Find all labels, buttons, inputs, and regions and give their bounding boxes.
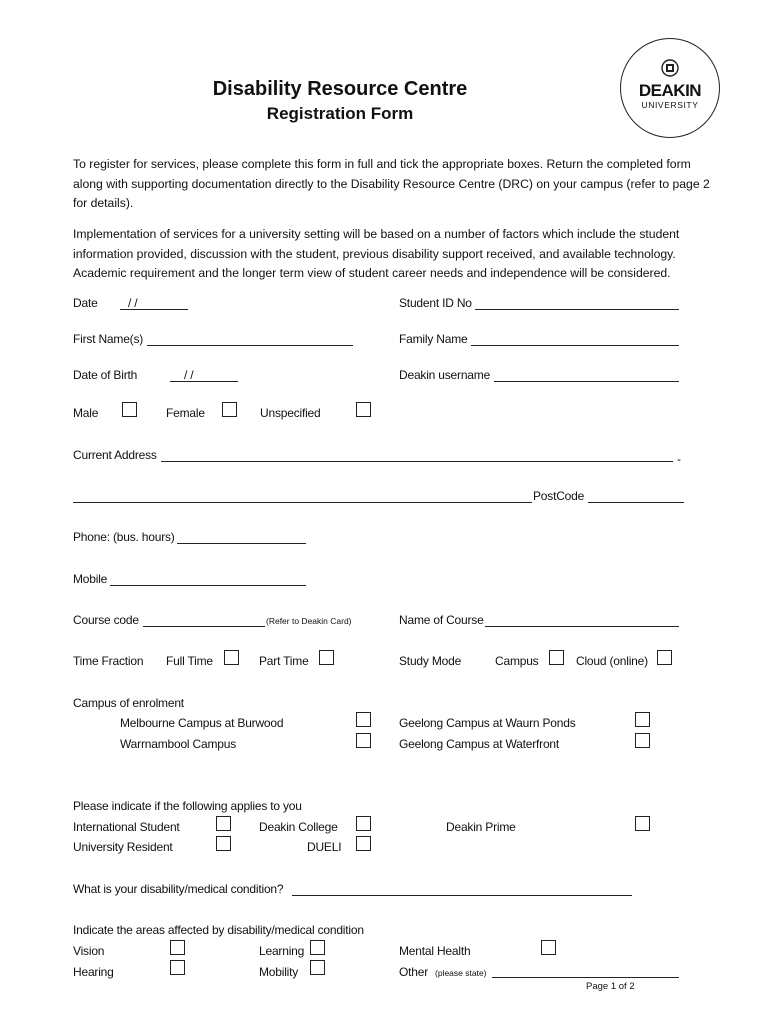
applies-heading: Please indicate if the following applies to you — [73, 799, 302, 813]
campus-enrol-heading: Campus of enrolment — [73, 696, 184, 710]
time-fraction-label: Time Fraction — [73, 654, 144, 668]
male-label: Male — [73, 406, 99, 420]
male-checkbox[interactable] — [122, 402, 137, 417]
date-label: Date — [73, 296, 98, 310]
deakin-college-checkbox[interactable] — [356, 816, 371, 831]
part-time-checkbox[interactable] — [319, 650, 334, 665]
burwood-label: Melbourne Campus at Burwood — [120, 716, 284, 730]
mobile-label: Mobile — [73, 572, 108, 586]
student-id-label: Student ID No — [399, 296, 472, 310]
logo-sub: UNIVERSITY — [641, 100, 699, 110]
page-number: 1 — [610, 981, 617, 992]
dueli-checkbox[interactable] — [356, 836, 371, 851]
other-input[interactable] — [492, 977, 679, 978]
full-time-label: Full Time — [166, 654, 213, 668]
full-time-checkbox[interactable] — [224, 650, 239, 665]
vision-label: Vision — [73, 944, 105, 958]
student-id-input[interactable] — [475, 309, 679, 310]
female-label: Female — [166, 406, 205, 420]
hearing-checkbox[interactable] — [170, 960, 185, 975]
areas-heading: Indicate the areas affected by disability/medical condition — [73, 923, 364, 937]
dob-label: Date of Birth — [73, 368, 138, 382]
first-name-label: First Name(s) — [73, 332, 144, 346]
campus-mode-label: Campus — [495, 654, 539, 668]
mobility-label: Mobility — [259, 965, 299, 979]
address-label: Current Address — [73, 448, 157, 462]
waurn-ponds-checkbox[interactable] — [635, 712, 650, 727]
cloud-mode-checkbox[interactable] — [657, 650, 672, 665]
waterfront-checkbox[interactable] — [635, 733, 650, 748]
address-input-line1[interactable] — [161, 461, 673, 462]
family-name-label: Family Name — [399, 332, 468, 346]
cloud-mode-label: Cloud (online) — [576, 654, 648, 668]
campus-mode-checkbox[interactable] — [549, 650, 564, 665]
warrnambool-label: Warrnambool Campus — [120, 737, 236, 751]
deakin-prime-label: Deakin Prime — [446, 820, 516, 834]
waurn-ponds-label: Geelong Campus at Waurn Ponds — [399, 716, 576, 730]
burwood-checkbox[interactable] — [356, 712, 371, 727]
international-label: International Student — [73, 820, 180, 834]
address-input-line2[interactable] — [73, 502, 532, 503]
username-input[interactable] — [494, 381, 679, 382]
resident-label: University Resident — [73, 840, 173, 854]
mental-health-checkbox[interactable] — [541, 940, 556, 955]
address-dash: - — [677, 452, 681, 466]
unspecified-checkbox[interactable] — [356, 402, 371, 417]
learning-label: Learning — [259, 944, 305, 958]
postcode-label: PostCode — [533, 489, 585, 503]
first-name-input[interactable] — [147, 345, 353, 346]
logo-name: DEAKIN — [638, 81, 702, 100]
course-code-label: Course code — [73, 613, 139, 627]
family-name-input[interactable] — [471, 345, 679, 346]
deakin-college-label: Deakin College — [259, 820, 338, 834]
international-checkbox[interactable] — [216, 816, 231, 831]
study-mode-label: Study Mode — [399, 654, 462, 668]
other-note: (please state) — [435, 968, 487, 978]
condition-question: What is your disability/medical condition? — [73, 882, 284, 896]
date-input[interactable] — [120, 309, 188, 310]
postcode-input[interactable] — [588, 502, 684, 503]
form-subtitle: Registration Form — [266, 104, 414, 123]
phone-input[interactable] — [177, 543, 306, 544]
course-code-note: (Refer to Deakin Card) — [266, 616, 352, 626]
intro-paragraph-2: Implementation of services for a university setting will be based on a number of factors which include the student information provided, discussion with the student, previous disability support received, and available technology. Academic requirement and the longer term view of student career needs and independence will be considered. — [73, 227, 680, 280]
page-of: of — [618, 981, 627, 992]
course-name-label: Name of Course — [399, 613, 484, 627]
warrnambool-checkbox[interactable] — [356, 733, 371, 748]
page-indicator — [586, 981, 635, 992]
resident-checkbox[interactable] — [216, 836, 231, 851]
deakin-prime-checkbox[interactable] — [635, 816, 650, 831]
unspecified-label: Unspecified — [260, 406, 321, 420]
condition-input[interactable] — [292, 895, 632, 896]
learning-checkbox[interactable] — [310, 940, 325, 955]
page-total: 2 — [629, 981, 635, 992]
mental-health-label: Mental Health — [399, 944, 471, 958]
course-name-input[interactable] — [485, 626, 679, 627]
dueli-label: DUELI — [307, 840, 342, 854]
part-time-label: Part Time — [259, 654, 309, 668]
hearing-label: Hearing — [73, 965, 114, 979]
date-separators: / / — [128, 296, 138, 310]
username-label: Deakin username — [399, 368, 491, 382]
vision-checkbox[interactable] — [170, 940, 185, 955]
dob-input[interactable] — [170, 381, 238, 382]
deakin-logo — [620, 38, 720, 138]
female-checkbox[interactable] — [222, 402, 237, 417]
dob-separators: / / — [184, 368, 194, 382]
mobile-input[interactable] — [110, 585, 306, 586]
page-word: Page — [586, 981, 609, 992]
crest-icon — [661, 59, 679, 77]
other-label: Other — [399, 965, 429, 979]
phone-label: Phone: (bus. hours) — [73, 530, 175, 544]
waterfront-label: Geelong Campus at Waterfront — [399, 737, 560, 751]
intro-paragraph-1: To register for services, please complete this form in full and tick the appropriate boxes. Return the completed form along with supporting documentation directly to the Disability Resource Centre (DRC) on your campus (refer to page 2 for details). — [73, 157, 710, 210]
form-title: Disability Resource Centre — [212, 78, 468, 100]
mobility-checkbox[interactable] — [310, 960, 325, 975]
course-code-input[interactable] — [143, 626, 265, 627]
